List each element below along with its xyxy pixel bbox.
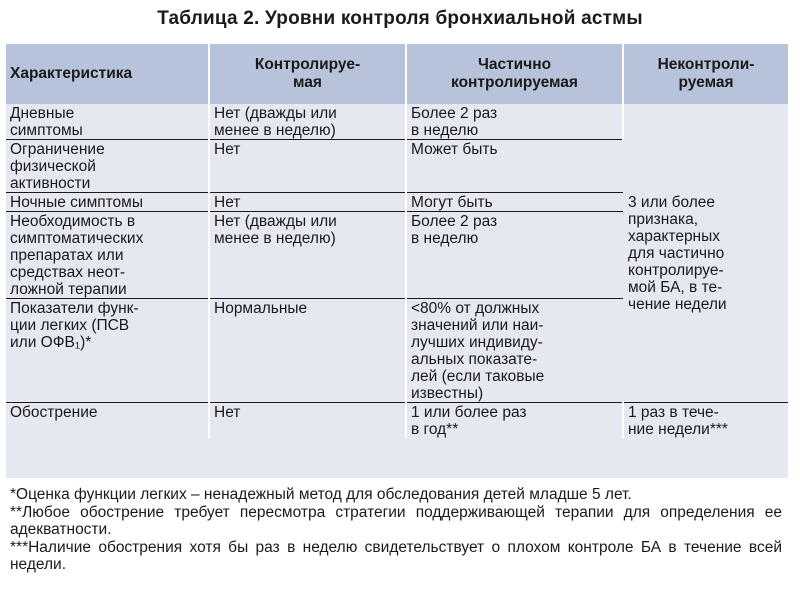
table (6, 44, 788, 438)
row-activity-limitation-partial: Может быть (406, 140, 623, 193)
row-activity-limitation-label: Ограничение физической активности (6, 140, 209, 193)
header-partially-controlled: Частично контролируемая (406, 44, 623, 104)
row-daytime-symptoms-controlled: Нет (дважды или менее в неделю) (209, 104, 406, 140)
row-exacerbation-controlled: Нет (209, 403, 406, 439)
row-rescue-medication-label: Необходимость в симптоматических препаратах или средствах неот- ложной терапии (6, 212, 209, 299)
uncontrolled-merged-cell: 3 или более признака, характерных для частично контролируе- мой БА, в те- чение недели (623, 104, 788, 403)
row-rescue-medication-controlled: Нет (дважды или менее в неделю) (209, 212, 406, 299)
footnote-1: *Оценка функции легких – ненадежный метод для обследования детей младше 5 лет. (10, 486, 632, 503)
row-lung-function-partial: <80% от должных значений или наи- лучших индивиду- альных показате- лей (если таковые известны) (406, 299, 623, 403)
row-night-symptoms-label: Ночные симптомы (6, 193, 209, 212)
footnote-3: ***Наличие обострения хотя бы раз в неделю свидетельствует о плохом контроле БА в течение всей недели. (10, 538, 782, 573)
row-exacerbation-partial: 1 или более раз в год** (406, 403, 623, 439)
row-daytime-symptoms-label: Дневные симптомы (6, 104, 209, 140)
row-exacerbation-uncontrolled: 1 раз в тече- ние недели*** (628, 404, 728, 438)
table-title: Таблица 2. Уровни контроля бронхиальной астмы (157, 8, 643, 29)
asthma-control-table (6, 44, 788, 478)
footnote-2: **Любое обострение требует пересмотра стратегии поддерживающей терапии для определения ее адекватности. (10, 503, 782, 538)
row-rescue-medication-partial: Более 2 раз в неделю (406, 212, 623, 299)
header-uncontrolled: Неконтроли- руемая (623, 44, 788, 104)
header-controlled: Контролируе- мая (209, 44, 406, 104)
footnotes (10, 486, 782, 574)
header-row (6, 44, 788, 104)
table-row (6, 104, 788, 140)
row-night-symptoms-partial: Могут быть (406, 193, 623, 212)
row-activity-limitation-controlled: Нет (209, 140, 406, 193)
table-row (6, 403, 788, 439)
row-night-symptoms-controlled: Нет (209, 193, 406, 212)
header-characteristic: Характеристика (6, 44, 209, 104)
row-lung-function-label: Показатели функ- ции легких (ПСВ или ОФВ₁)* (6, 299, 209, 403)
row-lung-function-controlled: Нормальные (209, 299, 406, 403)
row-exacerbation-label: Обострение (6, 403, 209, 439)
row-daytime-symptoms-partial: Более 2 раз в неделю (406, 104, 623, 140)
